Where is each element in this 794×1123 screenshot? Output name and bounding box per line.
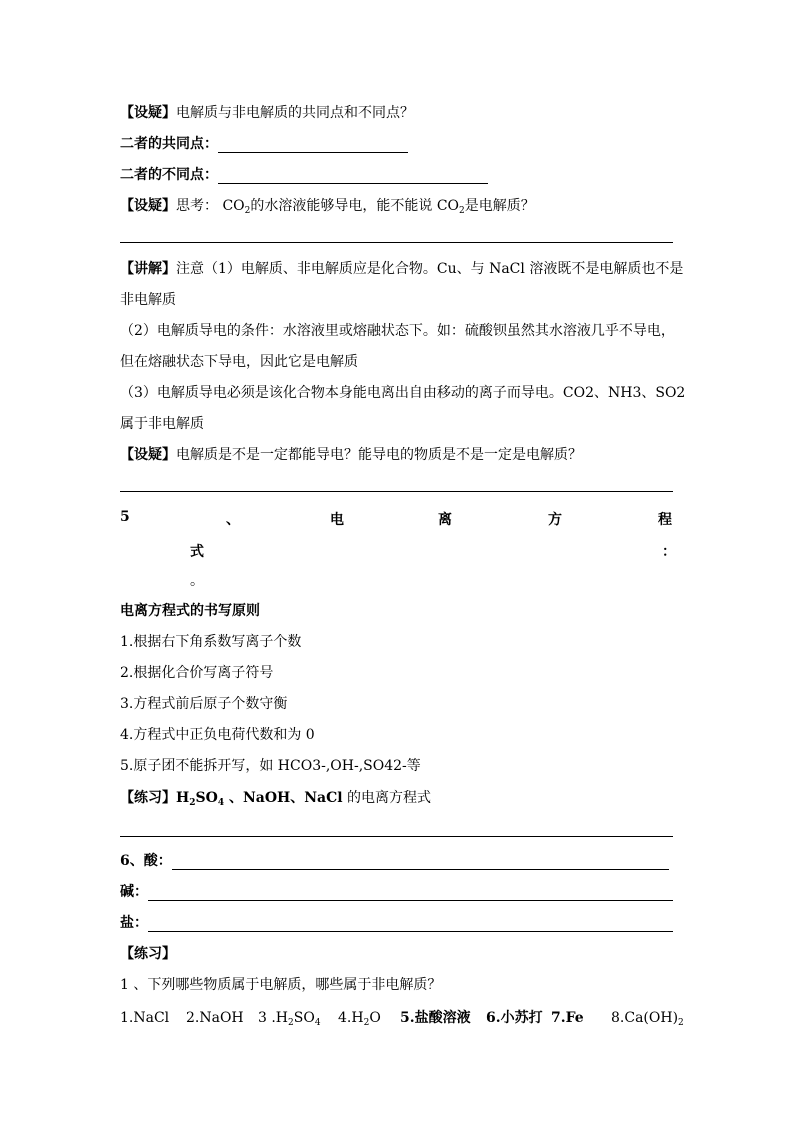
q2-text-1: 思考： CO bbox=[176, 198, 245, 214]
sec5-num: 5 bbox=[120, 509, 130, 525]
explain-line-6: 属于非电解质 bbox=[120, 416, 204, 432]
formula-so-sub: 4 bbox=[217, 798, 225, 808]
practice-1 bbox=[120, 789, 431, 807]
q2-text-2: 的水溶液能够导电，能不能说 CO bbox=[250, 198, 460, 214]
sec5-period: 。 bbox=[190, 573, 204, 589]
answer-line-practice-1[interactable] bbox=[120, 836, 673, 837]
explain-line-1 bbox=[120, 260, 683, 278]
sec5-colon: ： bbox=[662, 544, 676, 560]
rule-item-3: 3.方程式前后原子个数守衡 bbox=[120, 696, 288, 712]
formula-h: H bbox=[176, 790, 190, 806]
tag: 【讲解】 bbox=[120, 261, 176, 277]
practice-2-question: 1 、下列哪些物质属于电解质，哪些属于非电解质？ bbox=[120, 977, 442, 993]
sec5-char-3: 方 bbox=[548, 512, 562, 528]
common-points-label: 二者的共同点： bbox=[120, 136, 218, 152]
item-8 bbox=[611, 1009, 684, 1027]
explain-line-4: 但在熔融状态下导电，因此它是电解质 bbox=[120, 354, 358, 370]
item-3-sub-2: 4 bbox=[314, 1018, 321, 1028]
item-3-a: 3 .H bbox=[258, 1010, 289, 1026]
sec5-char-2: 离 bbox=[438, 512, 452, 528]
item-4-b: O bbox=[369, 1010, 381, 1026]
explain-line-5: （3）电解质导电必须是该化合物本身能电离出自由移动的离子而导电。CO2、NH3、SO2 bbox=[120, 385, 686, 401]
practice-2-tag: 【练习】 bbox=[120, 946, 176, 962]
diff-points-row bbox=[120, 166, 488, 184]
acid-blank[interactable] bbox=[172, 854, 669, 870]
rules-title: 电离方程式的书写原则 bbox=[120, 603, 260, 619]
item-4-sub: 2 bbox=[363, 1018, 370, 1028]
sec5-char-4: 程 bbox=[658, 512, 672, 528]
question-3 bbox=[120, 446, 582, 464]
base-row bbox=[120, 883, 673, 901]
item-4-a: 4.H bbox=[338, 1010, 364, 1026]
rule-item-2: 2.根据化合价写离子符号 bbox=[120, 665, 274, 681]
explain-line-3: （2）电解质导电的条件：水溶液里或熔融状态下。如：硫酸钡虽然其水溶液几乎不导电， bbox=[120, 323, 675, 339]
q2-text-3: 是电解质？ bbox=[464, 198, 535, 214]
tag: 【设疑】 bbox=[120, 105, 176, 121]
tag: 【设疑】 bbox=[120, 447, 176, 463]
salt-blank[interactable] bbox=[148, 916, 673, 932]
formula-rest: 、NaOH、NaCl bbox=[224, 790, 343, 806]
item-2: 2.NaOH bbox=[186, 1010, 244, 1026]
rule-item-4: 4.方程式中正负电荷代数和为 0 bbox=[120, 727, 315, 743]
common-points-row bbox=[120, 135, 408, 153]
tag: 【设疑】 bbox=[120, 198, 176, 214]
item-3 bbox=[258, 1009, 321, 1027]
q2-sub-1: 2 bbox=[244, 206, 251, 216]
salt-row bbox=[120, 914, 673, 932]
question-2 bbox=[120, 197, 535, 215]
item-7: 7.Fe bbox=[551, 1010, 584, 1026]
sec5-comma: 、 bbox=[226, 512, 240, 528]
item-4 bbox=[338, 1009, 381, 1027]
item-8-a: 8.Ca(OH) bbox=[611, 1010, 679, 1026]
item-6: 6.小苏打 bbox=[486, 1010, 543, 1026]
base-label: 碱： bbox=[120, 884, 148, 900]
sec5-char-1: 电 bbox=[330, 512, 344, 528]
acid-row bbox=[120, 852, 669, 870]
rule-item-5: 5.原子团不能拆开写，如 HCO3-,OH-,SO42-等 bbox=[120, 758, 421, 774]
rule-item-1: 1.根据右下角系数写离子个数 bbox=[120, 634, 302, 650]
item-8-sub: 2 bbox=[678, 1018, 684, 1028]
item-3-b: SO bbox=[293, 1010, 315, 1026]
sec5-char-5: 式 bbox=[190, 544, 204, 560]
diff-points-blank[interactable] bbox=[218, 168, 488, 184]
question-text: 电解质与非电解质的共同点和不同点？ bbox=[176, 105, 414, 121]
item-5: 5.盐酸溶液 bbox=[400, 1010, 471, 1026]
formula-so: SO bbox=[195, 790, 218, 806]
item-1: 1.NaCl bbox=[120, 1010, 170, 1026]
explain-line-2: 非电解质 bbox=[120, 292, 176, 308]
answer-line-q2[interactable] bbox=[120, 242, 673, 243]
formula-h-sub: 2 bbox=[189, 798, 196, 808]
q2-sub-2: 2 bbox=[459, 206, 465, 216]
practice-tail: 的电离方程式 bbox=[342, 790, 432, 806]
question-1 bbox=[120, 104, 414, 122]
base-blank[interactable] bbox=[148, 885, 673, 901]
tag: 【练习】 bbox=[120, 790, 176, 806]
answer-line-q3[interactable] bbox=[120, 491, 673, 492]
acid-label: 6、酸： bbox=[120, 853, 172, 869]
question-text: 电解质是不是一定都能导电？能导电的物质是不是一定是电解质？ bbox=[176, 447, 582, 463]
diff-points-label: 二者的不同点： bbox=[120, 167, 218, 183]
common-points-blank[interactable] bbox=[218, 137, 408, 153]
salt-label: 盐： bbox=[120, 915, 148, 931]
item-3-sub-1: 2 bbox=[288, 1018, 294, 1028]
explain-text: 注意（1）电解质、非电解质应是化合物。Cu、与 NaCl 溶液既不是电解质也不是 bbox=[176, 261, 684, 277]
